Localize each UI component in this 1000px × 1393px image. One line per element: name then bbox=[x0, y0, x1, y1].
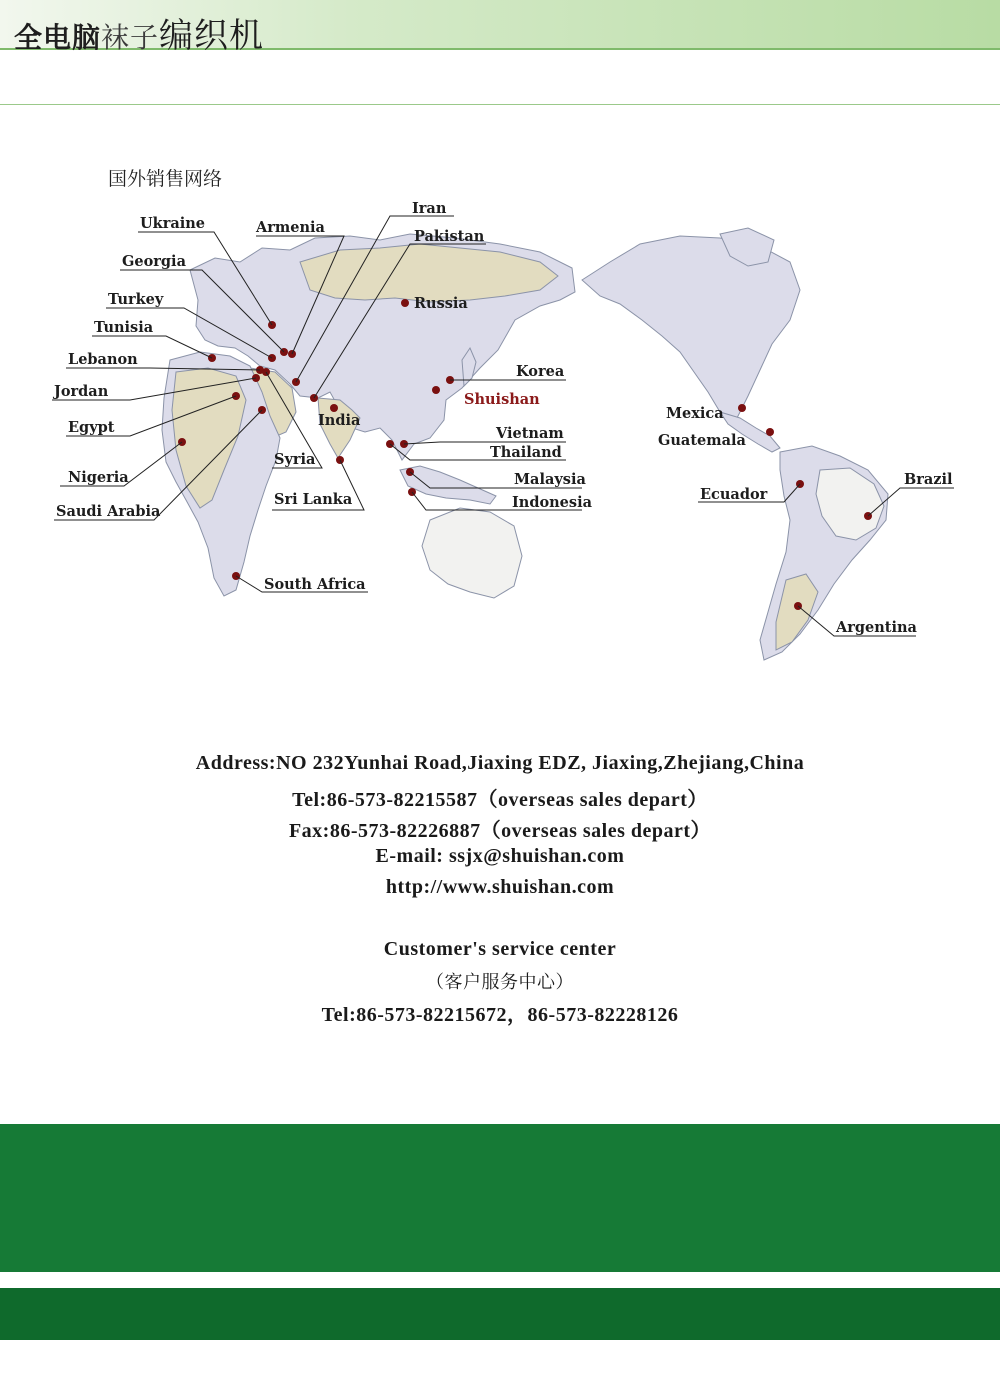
label-shuishan: Shuishan bbox=[464, 391, 540, 408]
label-ecuador: Ecuador bbox=[700, 486, 768, 503]
label-iran: Iran bbox=[412, 200, 447, 217]
marker-mexica bbox=[738, 404, 746, 412]
label-brazil: Brazil bbox=[904, 471, 953, 488]
label-korea: Korea bbox=[516, 363, 565, 380]
marker-guatemala bbox=[766, 428, 774, 436]
label-armenia: Armenia bbox=[256, 219, 325, 236]
north-america-landmass bbox=[582, 236, 800, 420]
label-syria: Syria bbox=[274, 451, 316, 468]
label-sri-lanka: Sri Lanka bbox=[274, 491, 353, 508]
footer-band-gap bbox=[0, 1272, 1000, 1288]
marker-shuishan bbox=[432, 386, 440, 394]
label-lebanon: Lebanon bbox=[68, 351, 138, 368]
fax-line: Fax:86-573-82226887（overseas sales depart） bbox=[288, 820, 712, 842]
email-line: E-mail: ssjx@shuishan.com bbox=[375, 845, 625, 867]
header-divider bbox=[0, 104, 1000, 105]
label-saudi-arabia: Saudi Arabia bbox=[56, 503, 161, 520]
label-ukraine: Ukraine bbox=[140, 215, 206, 232]
footer-band-top bbox=[0, 1124, 1000, 1272]
service-center-title: Customer's service center bbox=[383, 938, 617, 960]
title-light: 袜子 bbox=[101, 21, 160, 54]
service-tel-line: Tel:86-573-82215672，86-573-82228126 bbox=[321, 1004, 679, 1026]
label-south-africa: South Africa bbox=[264, 576, 366, 593]
label-thailand: Thailand bbox=[490, 444, 562, 461]
label-mexica: Mexica bbox=[666, 405, 724, 422]
brochure-title bbox=[14, 8, 264, 57]
title-bold: 全电脑 bbox=[14, 21, 102, 54]
marker-russia bbox=[401, 299, 409, 307]
label-indonesia: Indonesia bbox=[512, 494, 592, 511]
label-argentina: Argentina bbox=[836, 619, 917, 636]
label-jordan: Jordan bbox=[54, 383, 109, 400]
label-pakistan: Pakistan bbox=[414, 228, 485, 245]
website-link[interactable]: http://www.shuishan.com bbox=[385, 876, 615, 898]
header-band bbox=[0, 0, 1000, 56]
label-nigeria: Nigeria bbox=[68, 469, 129, 486]
sea-islands bbox=[400, 466, 496, 504]
address-line: Address:NO 232Yunhai Road,Jiaxing EDZ, Jiaxing,Zhejiang,China bbox=[195, 752, 805, 774]
label-india: India bbox=[318, 412, 361, 429]
label-malaysia: Malaysia bbox=[514, 471, 586, 488]
title-large: 编织机 bbox=[159, 16, 265, 56]
australia-landmass bbox=[422, 508, 522, 598]
footer-band-bottom bbox=[0, 1288, 1000, 1340]
label-guatemala: Guatemala bbox=[658, 432, 746, 449]
label-egypt: Egypt bbox=[68, 419, 115, 436]
service-center-cn: （客户服务中心） bbox=[426, 972, 574, 993]
marker-india bbox=[330, 404, 338, 412]
label-vietnam: Vietnam bbox=[496, 425, 564, 442]
world-map bbox=[0, 190, 1000, 680]
label-turkey: Turkey bbox=[108, 291, 164, 308]
label-tunisia: Tunisia bbox=[94, 319, 154, 336]
label-russia: Russia bbox=[414, 295, 468, 312]
tel-line: Tel:86-573-82215587（overseas sales depart） bbox=[292, 789, 708, 811]
label-georgia: Georgia bbox=[122, 253, 186, 270]
map-title: 国外销售网络 bbox=[108, 168, 223, 190]
